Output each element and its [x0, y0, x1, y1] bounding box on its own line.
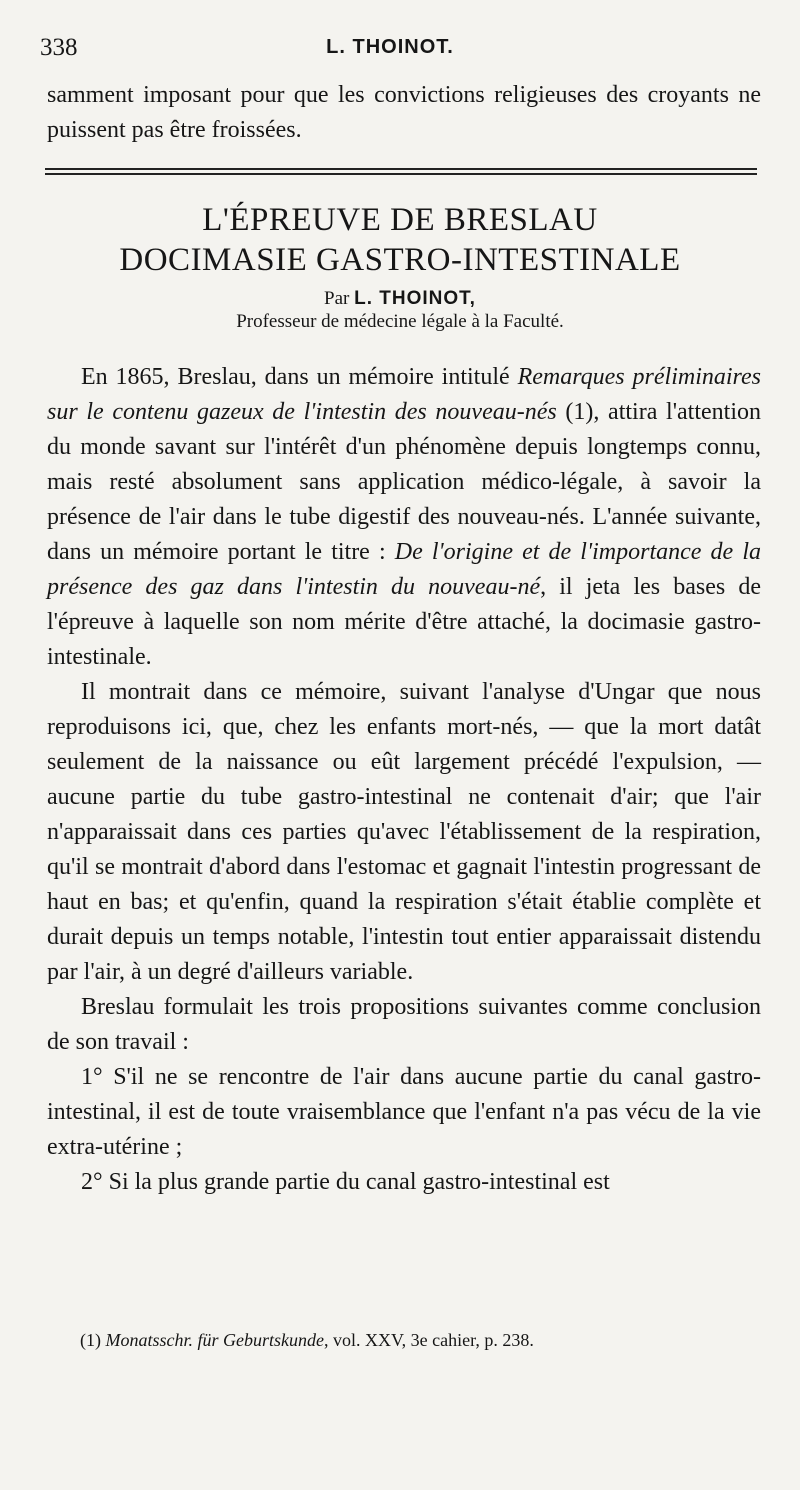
paragraph-1-italic-title-a: Remarques préliminaires sur le contenu gazeux de l'intestin des nouveau-nés: [47, 364, 761, 425]
paragraph-3: Breslau formulait les trois propositions suivantes comme conclusion de son travail :: [47, 994, 761, 1055]
footnote-marker: (1): [80, 1330, 101, 1350]
running-head: [30, 34, 750, 68]
page-number: 338: [40, 34, 78, 61]
paragraph-2: Il montrait dans ce mémoire, suivant l'analyse d'Ungar que nous reproduisons ici, que, chez les enfants mort-nés, — que la mort datât seulement de la naissance ou eût largement précédé l'expulsion, — aucune partie du tube gastro-intestinal ne contenait d'air; que l'air n'apparaissait dans ces parties qu'avec l'établissement de la respiration, qu'il se montrait d'abord dans l'estomac et gagnait l'intestin progressant de haut en bas; et qu'enfin, quand la respiration s'était établie complète et durait depuis un temps notable, l'intestin tout entier apparaissait distendu par l'air, à un degré d'ailleurs variable.: [47, 679, 761, 985]
continued-paragraph: samment imposant pour que les convictions religieuses des croyants ne puissent pas être froissées.: [47, 82, 761, 143]
footnote-reference: , vol. XXV, 3e cahier, p. 238.: [324, 1330, 534, 1350]
paragraph-1-text-c: , il jeta les bases de l'épreuve à laquelle son nom mérite d'être attaché, la docimasie gastro-intestinale.: [47, 574, 761, 670]
paragraph-1: [47, 360, 761, 675]
byline-prefix: Par: [324, 288, 350, 309]
double-rule-bottom: [45, 173, 757, 175]
byline: [0, 288, 800, 310]
article-body: [47, 360, 761, 1200]
article-title-line2: DOCIMASIE GASTRO-INTESTINALE: [119, 242, 681, 278]
running-title: L. THOINOT.: [326, 36, 454, 58]
author-affiliation: Professeur de médecine légale à la Faculté.: [236, 311, 564, 332]
paragraph-1-text-b: (1), attira l'attention du monde savant sur l'intérêt d'un phénomène depuis longtemps connu, mais resté absolument sans application médico-légale, à savoir la présence de l'air dans le tube digestif des nouveau-nés. L'année suivante, dans un mémoire portant le titre :: [47, 399, 761, 565]
paragraph-1-italic-title-b: De l'origine et de l'importance de la présence des gaz dans l'intestin du nouveau-né: [47, 539, 761, 600]
paragraph-4: 1° S'il ne se rencontre de l'air dans aucune partie du canal gastro-intestinal, il est de toute vraisemblance que l'enfant n'a pas vécu de la vie extra-utérine ;: [47, 1064, 761, 1160]
author-name: L. THOINOT,: [354, 288, 476, 309]
paragraph-5: 2° Si la plus grande partie du canal gastro-intestinal est: [81, 1169, 610, 1195]
paragraph-1-text-a: En 1865, Breslau, dans un mémoire intitulé: [81, 364, 518, 390]
double-rule-top: [45, 168, 757, 170]
footnote-journal: Monatsschr. für Geburtskunde: [105, 1330, 324, 1350]
footnote: [80, 1330, 534, 1351]
article-title-line1: L'ÉPREUVE DE BRESLAU: [202, 202, 598, 238]
